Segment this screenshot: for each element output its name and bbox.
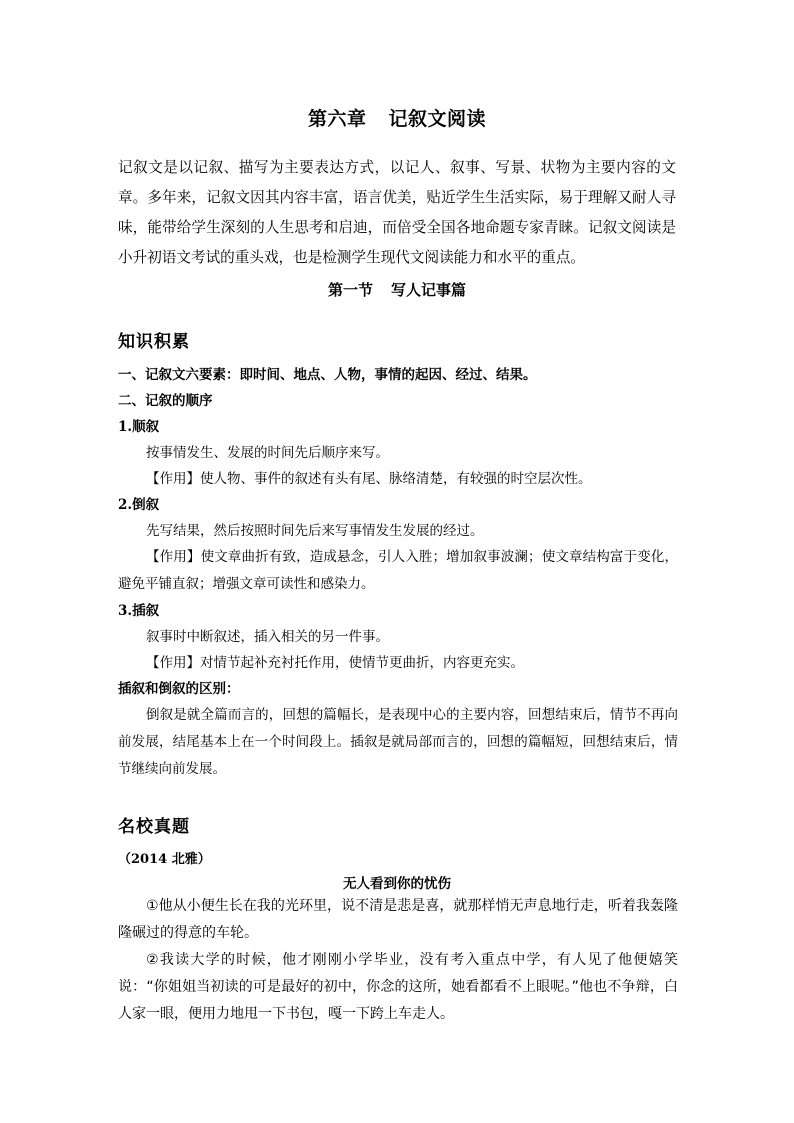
section-name: 写人记事篇 xyxy=(391,281,467,299)
knowledge-content xyxy=(118,362,678,783)
article-title: 无人看到你的忧伤 xyxy=(343,876,451,892)
section-title xyxy=(0,279,794,300)
interpolation-title: 3.插叙 xyxy=(118,603,160,619)
chapter-number: 第六章 xyxy=(307,108,367,130)
interpolation-function: 【作用】对情节起补充衬托作用，使情节更曲折，内容更充实。 xyxy=(146,655,524,671)
narration-order-heading: 二、记叙的顺序 xyxy=(118,393,213,409)
interpolation-definition: 叙事时中断叙述，插入相关的另一件事。 xyxy=(146,629,389,645)
article-body xyxy=(118,893,678,1028)
exam-heading: 名校真题 xyxy=(118,817,190,837)
sequential-title: 1.顺叙 xyxy=(118,419,160,435)
section-number: 第一节 xyxy=(327,281,373,299)
chapter-name: 记叙文阅读 xyxy=(388,108,487,130)
article-paragraph-1: ①他从小便生长在我的光环里，说不清是悲是喜，就那样悄无声息地行走，听着我轰隆隆碾过的得意的车轮。 xyxy=(118,898,678,941)
sequential-definition: 按事情发生、发展的时间先后顺序来写。 xyxy=(146,445,389,461)
article-paragraph-2: ②我读大学的时候，他才刚刚小学毕业，没有考入重点中学，有人见了他便嬉笑说：“你姐姐当初读的可是最好的初中，你念的这所，她看都看不上眼呢。”他也不争辩，白人家一眼，便用力地甩一下书包，嘎一下跨上车走人。 xyxy=(118,952,678,1022)
sequential-function: 【作用】使人物、事件的叙述有头有尾、脉络清楚，有较强的时空层次性。 xyxy=(146,471,592,487)
flashback-definition: 先写结果，然后按照时间先后来写事情发生发展的经过。 xyxy=(146,523,484,539)
chapter-title xyxy=(0,104,794,131)
knowledge-heading: 知识积累 xyxy=(118,332,190,352)
flashback-function: 【作用】使文章曲折有致，造成悬念，引人入胜；增加叙事波澜；使文章结构富于变化，避免平铺直叙；增强文章可读性和感染力。 xyxy=(118,549,678,592)
difference-text: 倒叙是就全篇而言的，回想的篇幅长，是表现中心的主要内容，回想结束后，情节不再向前发展，结尾基本上在一个时间段上。插叙是就局部而言的，回想的篇幅短，回想结束后，情节继续向前发展。 xyxy=(118,707,678,777)
exam-source-year: （2014 北雅） xyxy=(118,852,211,867)
flashback-title: 2.倒叙 xyxy=(118,497,160,513)
six-elements-line: 一、记叙文六要素：即时间、地点、人物，事情的起因、经过、结果。 xyxy=(118,367,537,383)
difference-title: 插叙和倒叙的区别： xyxy=(118,681,240,697)
intro-paragraph: 记叙文是以记叙、描写为主要表达方式，以记人、叙事、写景、状物为主要内容的文章。多年来，记叙文因其内容丰富，语言优美，贴近学生生活实际，易于理解又耐人寻味，能带给学生深刻的人生思考和启迪，而倍受全国各地命题专家青睐。记叙文阅读是小升初语文考试的重头戏，也是检测学生现代文阅读能力和水平的重点。 xyxy=(118,159,676,266)
